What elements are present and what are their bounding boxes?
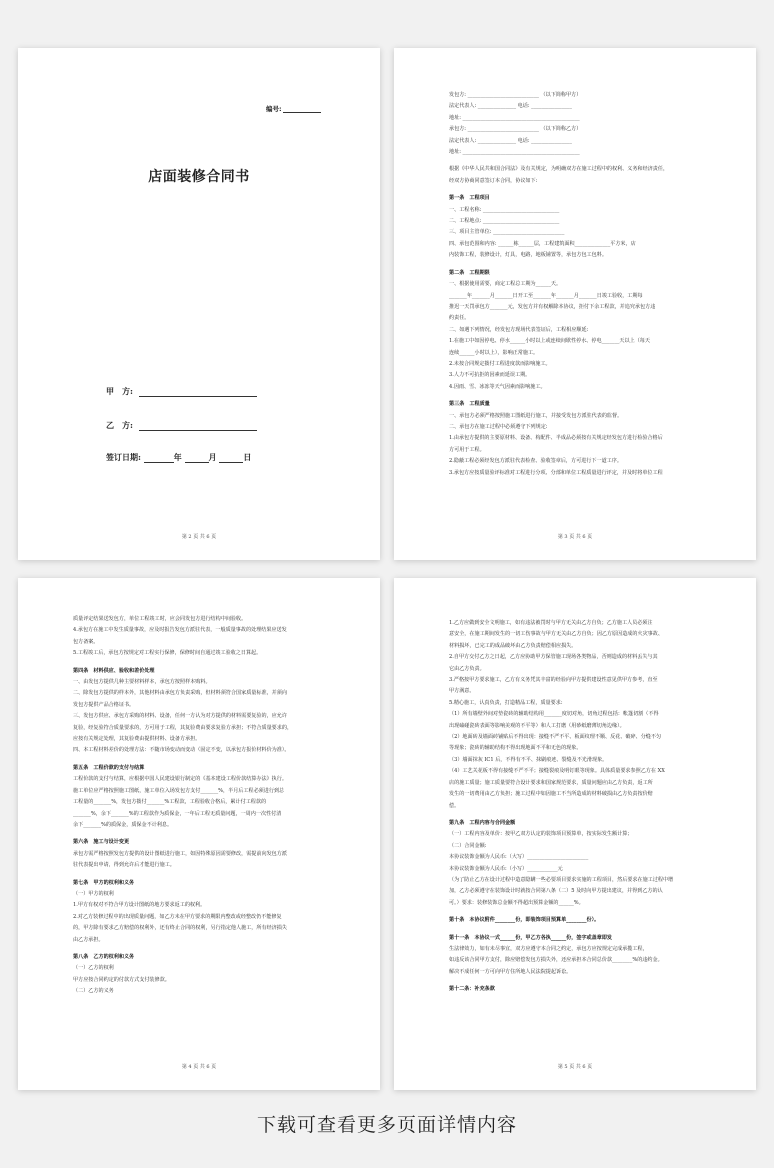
body-line: 三、发包方供应、承包方采购的材料、设备，任何一方认为对方提供的材料需要复验的，应允许 <box>73 713 287 720</box>
party-b-label: 乙 方: <box>106 420 133 430</box>
body-line: 发生的一切费用由乙方负担；施工过程中如因施工不当所造成的材料破损由乙方负责按价赔 <box>449 791 653 798</box>
article-heading: 第三条 工程质量 <box>449 401 490 408</box>
body-line: 地址: ______________________________________________ <box>449 114 580 121</box>
body-line: 加，乙方必须遵守在装饰设计时就按合同第八条（二）5 及时向甲方提出建议，并得到乙方的认 <box>449 888 663 895</box>
body-line: 工程量的_______%，发包方拨付_______%工程款，工程验收合格后，累计付工程款的 <box>73 799 267 806</box>
body-line: 一、承包方必须严格按照施工图纸进行施工，并接受发包方派驻代表的监督。 <box>449 412 623 419</box>
body-line: 法定代表人: _______________ 电话: ________________ <box>449 103 572 110</box>
body-line: 5.精心施工，认真负责，打造精品工程，质量要求: <box>449 699 563 706</box>
body-line: （为了防止乙方在设计过程中造意隐瞒一些必要项目要求实施的工程项目，然后要求在施工过程中增 <box>449 876 674 883</box>
download-more-caption[interactable]: 下载可查看更多页面详情内容 <box>256 1114 517 1136</box>
body-line: 经双方协商同意签订本合同，协议如下: <box>449 177 538 184</box>
body-line: 一、由发包方提供几种主要材料样本，承包方按照样本购料。 <box>73 679 211 686</box>
body-line: 余下_______%的质保金，质保金不计利息。 <box>73 821 173 828</box>
contract-number <box>266 104 321 113</box>
body-line: 一、根据使用需要，商定工程总工期为______天。 <box>449 281 562 288</box>
party-b-blank <box>139 430 257 431</box>
body-line: 等现象；瓷砖的辅助结构不得出现地面不平和无色的现象。 <box>449 745 582 752</box>
page-footer: 第 3 页 共 6 页 <box>557 534 593 540</box>
body-line: （二）合同金额: <box>449 842 487 849</box>
body-line: 根据《中华人民共和国合同法》及有关规定，为明确双方在施工过程中的权利、义务和经济责任， <box>449 166 669 173</box>
article-heading: 第九条 工程内容与合同金额 <box>449 819 516 826</box>
body-line: 可。）要求：装修装饰总金额不得超出预算金额的______%。 <box>449 899 584 906</box>
body-line: 二、除发包方提供的样本外，其他材料由承包方负责采购，但材料须符合国家质量标准，并须向 <box>73 690 287 697</box>
body-line: 2.未按合同规定拨付工程进度款而影响施工。 <box>449 360 551 367</box>
body-line: 3.承包方应按质量验评标准对工程进行分项、分部和单位工程质量进行评定，并及时将单位工程 <box>449 469 663 476</box>
body-line: 偿。 <box>449 802 460 809</box>
party-a-label: 甲 方: <box>106 386 133 396</box>
body-line: 2.隐蔽工程必须经发包方派驻代表检查、验收签章后，方可进行下一道工序。 <box>449 458 622 465</box>
body-line: 二、如遇下列情况，经发包方现场代表签证后，工程相应顺延: <box>449 326 589 333</box>
body-line: 法定代表人: _______________ 电话: ________________ <box>449 137 572 144</box>
body-line: 解决不成任何一方可向甲方住所地人民法院提起诉讼。 <box>449 968 572 975</box>
day-label: 日 <box>243 452 252 462</box>
body-line: （二）乙方的义务 <box>73 988 114 995</box>
body-line: 包方备案。 <box>73 638 99 645</box>
page-body-text <box>449 90 708 479</box>
body-line: 1.在施工中如因停电、停水______小时以上或连续间歇性停水、停电_______天以上（每天 <box>449 338 650 345</box>
article-heading: 第十一条 本协议一式______份，甲乙方各执______份，签字或盖章即发 <box>449 934 613 941</box>
body-line: 本协议装饰金额为人民币:（小写）____________元 <box>449 865 563 872</box>
day-blank <box>219 462 243 463</box>
body-line: 2.自甲方交付乙方之日起，乙方应协助甲方保管施工现场各类物品，否则造成的材料丢失与其 <box>449 654 658 661</box>
contract-title: 店面装修合同书 <box>148 169 250 185</box>
body-line: 方可用于工程。 <box>449 446 485 453</box>
body-line: 四、本工程材料差价的处理方法：不随市场变动而变动（固定不变，以承包方报价材料价为准）。 <box>73 747 290 754</box>
sign-date-label: 签订日期: <box>106 452 141 462</box>
article-heading: 第七条 甲方的权利和义务 <box>73 879 135 886</box>
body-line: 施工单位应严格按照施工图纸，施工单位入场发包方支付_______%，半月后工程必须进行到总 <box>73 787 285 794</box>
body-line: 意安全，在施工期间发生的一切工伤事故与甲方无关由乙方自负；因乙方原因造成的火灾事故、 <box>449 631 663 638</box>
article-heading: 第二条 工程期限 <box>449 269 490 276</box>
body-line: 内装饰工程，装修设计，灯具，电路，地板铺置等，承包方包工包料。 <box>449 252 607 259</box>
body-line: 1.由承包方提供的主要原材料、设备、构配件、半成品必须按有关规定经发包方进行检验合格后 <box>449 435 663 442</box>
body-line: 承包方: ____________________________ （以下简称乙方） <box>449 126 582 133</box>
year-blank <box>144 462 174 463</box>
body-line: 它由乙方负责。 <box>449 665 485 672</box>
body-line: 本协议装饰金额为人民币:（大写）________________________ <box>449 854 589 861</box>
body-line: 4.因雨、雪、冰冻等天气因素而影响施工。 <box>449 383 546 390</box>
body-line: 3.人力不可抗拒的因素而延误工期。 <box>449 372 531 379</box>
month-label: 月 <box>208 452 217 462</box>
page-body-text <box>449 618 708 996</box>
body-line: 的，甲方除有要求乙方赔偿的权利外，还有终止合同的权利，另行指定他人施工，所有经济损失 <box>73 925 287 932</box>
body-line: 发包方: ____________________________ （以下简称甲方） <box>449 92 582 98</box>
body-line: 约责任。 <box>449 315 470 322</box>
body-line: 二、工程地点: ______________________________ <box>449 218 560 225</box>
month-blank <box>185 462 209 463</box>
body-line: 二、承包方在施工过程中必须遵守下列规定: <box>449 423 548 430</box>
page-footer: 第 5 页 共 6 页 <box>557 1064 593 1070</box>
page-body-text <box>73 614 332 998</box>
party-b-row <box>106 420 257 431</box>
body-line: （一）甲方的权利 <box>73 890 114 897</box>
year-label: 年 <box>173 452 182 462</box>
party-a-row <box>106 386 257 397</box>
article-heading: 第十条 本协议附件________份，即装饰项目预算单________份）。 <box>449 917 600 924</box>
body-line: 地址: ______________________________________________ <box>449 149 580 156</box>
contract-number-label: 编号: <box>266 105 282 113</box>
body-line: （一）工程内容及单价：按甲乙双方认定的装饰项目预算单，按实际发生额计算； <box>449 831 633 838</box>
article-heading: 第八条 乙方的权利和义务 <box>73 953 135 960</box>
sign-date-row <box>106 452 251 463</box>
body-line: _______年_______月_______日开工至_______年_______月_______日竣工验收，工期每 <box>449 292 643 299</box>
body-line: （一）乙方的权利 <box>73 965 114 972</box>
body-line: 出现磕碰瓷砖表面等影响美观的不平等）和人工打磨（用砂纸磨薄切角边缘）。 <box>449 722 625 729</box>
party-a-blank <box>139 396 257 397</box>
article-heading: 第一条 工程项目 <box>449 195 490 202</box>
page-footer: 第 2 页 共 6 页 <box>181 534 217 540</box>
body-line: （1）所有墙壁外间对垫瓷砖的辅助结构用_______度切对角，切角过程包括：帐篷切割（不得 <box>449 711 659 718</box>
body-line: 工程价款的支付与结算，应根据中国人民建设银行制定的《基本建设工程价款结算办法》执行。 <box>73 776 287 783</box>
body-line: （4）工艺关花板不得有接缝不严不平；接缝裂痕及明钉眼等现象。具体质量要求参照乙方在 XX <box>449 768 665 775</box>
body-line: 由乙方承担。 <box>73 936 104 943</box>
body-line: （3）墙面抹灰 IC1 后，不得有不平、抹刷痕迹、裂缝及不光滑现象。 <box>449 756 608 763</box>
article-heading: 第五条 工程价款的支付与结算 <box>73 764 145 771</box>
body-line: 1.甲方有权对不符合甲方设计图纸的地方要求返工的权利。 <box>73 902 206 909</box>
body-line: 复验，经复验符合质量要求的，方可用于工程，其复验费由要求复验方承担；不符合质量要求的， <box>73 724 293 731</box>
body-line: 质量评定结果送发包方，单位工程竣工时，应会同发包方进行结构中间验收。 <box>73 616 247 622</box>
body-line: 应按有关规定处理，其复验费由提供材料、设备方承担。 <box>73 736 201 743</box>
body-line: 店的施工质量；施工质量要符合设计要求和国家规范要求，质量问题应由乙方负责，返工所 <box>449 779 653 786</box>
body-line: 材料损坏，已完工的成品破坏由乙方负责赔偿相应损失。 <box>449 642 577 649</box>
body-line: 一、工程名称: ______________________________ <box>449 206 560 213</box>
body-line: 甲方应按合同约定的付款方式支付装修款。 <box>73 976 170 983</box>
body-line: 甲方满意。 <box>449 688 475 695</box>
article-heading: 第六条 施工与设计变更 <box>73 839 130 846</box>
contract-page-obligations-amount <box>394 578 756 1090</box>
body-line: 承包方需严格按照发包方提供的设计图纸进行施工，如因特殊原因需要修改，需提前向发包方派 <box>73 850 287 857</box>
page-footer: 第 4 页 共 6 页 <box>181 1064 217 1070</box>
body-line: 三、项目主管单位: ____________________________ <box>449 229 565 236</box>
contract-cover-page <box>18 48 380 560</box>
body-line: 连续______小时以上），影响正常施工。 <box>449 349 539 356</box>
body-line: 驻代表提出申请，得到允许后才能进行施工。 <box>73 862 175 869</box>
contract-page-parties-terms <box>394 48 756 560</box>
body-line: 生法律效力，如有未尽事宜，双方应遵守本合同之约定，承包方应按规定完成承揽工程， <box>449 945 648 952</box>
body-line: 2.对乙方装修过程中的出现质量问题，如乙方未在甲方要求的期限内整改或经整改仍不能修复 <box>73 913 282 920</box>
body-line: 3.严格按甲方要求施工，乙方有义务凭其丰富的经验向甲方提供建设性意见供甲方参考，直至 <box>449 677 658 684</box>
body-line: _______%，余下_______%的工程款作为质保金，一年后工程无质量问题，一周内一次性付清 <box>73 810 282 817</box>
contract-number-blank <box>283 112 321 113</box>
body-line: 5.工程竣工后，承包方按规定对工程实行保修，保修时间自通过竣工验收之日算起。 <box>73 650 262 657</box>
body-line: 1.乙方应做到安全文明施工，如有违法被罚时与甲方无关由乙方自负；乙方施工人员必须注 <box>449 620 653 626</box>
body-line: 4.承包方在施工中发生质量事故，应及时报告发包方派驻代表，一般质量事故的处理结果应送发 <box>73 627 287 634</box>
contract-page-materials-payment <box>18 578 380 1090</box>
body-line: 发包方提供产品合格证书。 <box>73 701 135 708</box>
body-line: 四、承包范围和内容: ______栋______层，工程建筑面积______________平方米，店 <box>449 240 636 247</box>
article-heading: 第十二条：补充条款 <box>449 986 495 993</box>
body-line: 如违反该合同甲方支付，除应赔偿发包方损失外，还应承担本合同总价款________%的违约金。 <box>449 957 663 964</box>
body-line: 推迟一天罚承包方_______元，发包方并有权解除本协议，拒付下余工程款，并追究承包方违 <box>449 303 656 310</box>
article-heading: 第四条 材料供应、验收和差价处理 <box>73 667 155 674</box>
body-line: （2）地面砖及墙面砖铺贴后不得出现：接缝不严不平、板面纹理不顺、反花、破碎、分缝不匀 <box>449 734 662 741</box>
